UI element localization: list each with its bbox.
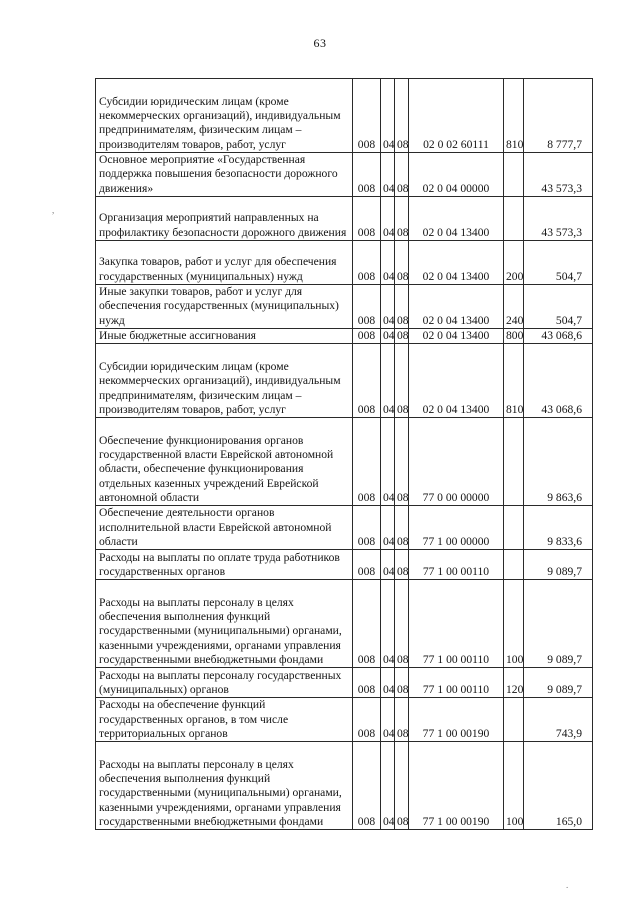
subsection-code: 08 [395, 153, 409, 197]
row-name: Организация мероприятий направленных на профилактику безопасности дорожного движения [96, 197, 353, 241]
row-name: Иные закупки товаров, работ и услуг для обеспечения государственных (муниципальных) нужд [96, 285, 353, 329]
row-name: Обеспечение деятельности органов исполнительной власти Еврейской автономной области [96, 506, 353, 550]
table-row [96, 698, 593, 742]
ministry-code: 008 [353, 506, 381, 550]
ministry-code: 008 [353, 698, 381, 742]
expense-type-code [504, 550, 524, 580]
expense-type-code: 200 [504, 241, 524, 285]
table-row [96, 79, 593, 153]
expense-type-code: 120 [504, 668, 524, 698]
expense-type-code [504, 698, 524, 742]
subsection-code: 08 [395, 550, 409, 580]
section-code: 04 [381, 506, 395, 550]
target-article-code: 77 1 00 00190 [409, 698, 504, 742]
expense-type-code: 810 [504, 344, 524, 418]
section-code: 04 [381, 79, 395, 153]
subsection-code: 08 [395, 344, 409, 418]
expense-type-code [504, 197, 524, 241]
ministry-code: 008 [353, 580, 381, 668]
ministry-code: 008 [353, 668, 381, 698]
ministry-code: 008 [353, 742, 381, 830]
table-row [96, 506, 593, 550]
table-row [96, 742, 593, 830]
expense-type-code: 800 [504, 329, 524, 344]
amount: 743,9 [524, 698, 593, 742]
table-row [96, 285, 593, 329]
table-row [96, 668, 593, 698]
row-name: Расходы на выплаты персоналу в целях обеспечения выполнения функций государственными (муниципальными) органами, казенными учреждениями, органами управления государственными внебюджетными фондами [96, 580, 353, 668]
row-name: Расходы на выплаты персоналу государственных (муниципальных) органов [96, 668, 353, 698]
table-row [96, 418, 593, 506]
amount: 504,7 [524, 241, 593, 285]
amount: 9 089,7 [524, 668, 593, 698]
amount: 8 777,7 [524, 79, 593, 153]
subsection-code: 08 [395, 506, 409, 550]
target-article-code: 02 0 04 00000 [409, 153, 504, 197]
subsection-code: 08 [395, 668, 409, 698]
table-row [96, 550, 593, 580]
target-article-code: 02 0 02 60111 [409, 79, 504, 153]
row-name: Основное мероприятие «Государственная поддержка повышения безопасности дорожного движения» [96, 153, 353, 197]
subsection-code: 08 [395, 329, 409, 344]
target-article-code: 02 0 04 13400 [409, 241, 504, 285]
ministry-code: 008 [353, 79, 381, 153]
target-article-code: 02 0 04 13400 [409, 329, 504, 344]
expense-type-code: 100 [504, 742, 524, 830]
subsection-code: 08 [395, 742, 409, 830]
expense-type-code: 810 [504, 79, 524, 153]
table-row [96, 197, 593, 241]
target-article-code: 77 1 00 00110 [409, 550, 504, 580]
amount: 43 068,6 [524, 329, 593, 344]
section-code: 04 [381, 698, 395, 742]
section-code: 04 [381, 197, 395, 241]
section-code: 04 [381, 580, 395, 668]
ministry-code: 008 [353, 550, 381, 580]
expense-type-code [504, 506, 524, 550]
page-number: 63 [313, 36, 327, 50]
section-code: 04 [381, 329, 395, 344]
subsection-code: 08 [395, 197, 409, 241]
table-row [96, 329, 593, 344]
expense-type-code [504, 153, 524, 197]
subsection-code: 08 [395, 698, 409, 742]
section-code: 04 [381, 285, 395, 329]
table-row [96, 241, 593, 285]
table-row [96, 344, 593, 418]
margin-mark: , [52, 205, 55, 215]
section-code: 04 [381, 153, 395, 197]
row-name: Расходы на обеспечение функций государственных органов, в том числе территориальных органов [96, 698, 353, 742]
target-article-code: 77 1 00 00110 [409, 668, 504, 698]
row-name: Субсидии юридическим лицам (кроме некоммерческих организаций), индивидуальным предпринимателям, физическим лицам – производителям товаров, работ, услуг [96, 79, 353, 153]
margin-mark: . [566, 880, 569, 890]
row-name: Закупка товаров, работ и услуг для обеспечения государственных (муниципальных) нужд [96, 241, 353, 285]
amount: 504,7 [524, 285, 593, 329]
section-code: 04 [381, 668, 395, 698]
subsection-code: 08 [395, 418, 409, 506]
amount: 9 089,7 [524, 580, 593, 668]
amount: 43 573,3 [524, 153, 593, 197]
target-article-code: 02 0 04 13400 [409, 285, 504, 329]
subsection-code: 08 [395, 285, 409, 329]
target-article-code: 77 1 00 00000 [409, 506, 504, 550]
subsection-code: 08 [395, 580, 409, 668]
amount: 9 833,6 [524, 506, 593, 550]
section-code: 04 [381, 241, 395, 285]
ministry-code: 008 [353, 153, 381, 197]
ministry-code: 008 [353, 344, 381, 418]
row-name: Субсидии юридическим лицам (кроме некоммерческих организаций), индивидуальным предпринимателям, физическим лицам – производителям товаров, работ, услуг [96, 344, 353, 418]
budget-table [95, 78, 593, 830]
amount: 9 863,6 [524, 418, 593, 506]
expense-type-code: 240 [504, 285, 524, 329]
ministry-code: 008 [353, 418, 381, 506]
amount: 43 573,3 [524, 197, 593, 241]
target-article-code: 77 1 00 00190 [409, 742, 504, 830]
amount: 165,0 [524, 742, 593, 830]
table-row [96, 580, 593, 668]
target-article-code: 02 0 04 13400 [409, 197, 504, 241]
expense-type-code: 100 [504, 580, 524, 668]
subsection-code: 08 [395, 241, 409, 285]
subsection-code: 08 [395, 79, 409, 153]
section-code: 04 [381, 742, 395, 830]
target-article-code: 02 0 04 13400 [409, 344, 504, 418]
target-article-code: 77 0 00 00000 [409, 418, 504, 506]
amount: 9 089,7 [524, 550, 593, 580]
row-name: Расходы на выплаты персоналу в целях обеспечения выполнения функций государственными (муниципальными) органами, казенными учреждениями, органами управления государственными внебюджетными фондами [96, 742, 353, 830]
section-code: 04 [381, 344, 395, 418]
row-name: Обеспечение функционирования органов государственной власти Еврейской автономной области, обеспечение функционирования отдельных казенных учреждений Еврейской автономной области [96, 418, 353, 506]
row-name: Иные бюджетные ассигнования [96, 329, 353, 344]
ministry-code: 008 [353, 285, 381, 329]
ministry-code: 008 [353, 329, 381, 344]
ministry-code: 008 [353, 241, 381, 285]
target-article-code: 77 1 00 00110 [409, 580, 504, 668]
ministry-code: 008 [353, 197, 381, 241]
expense-type-code [504, 418, 524, 506]
section-code: 04 [381, 418, 395, 506]
section-code: 04 [381, 550, 395, 580]
row-name: Расходы на выплаты по оплате труда работников государственных органов [96, 550, 353, 580]
table-row [96, 153, 593, 197]
amount: 43 068,6 [524, 344, 593, 418]
